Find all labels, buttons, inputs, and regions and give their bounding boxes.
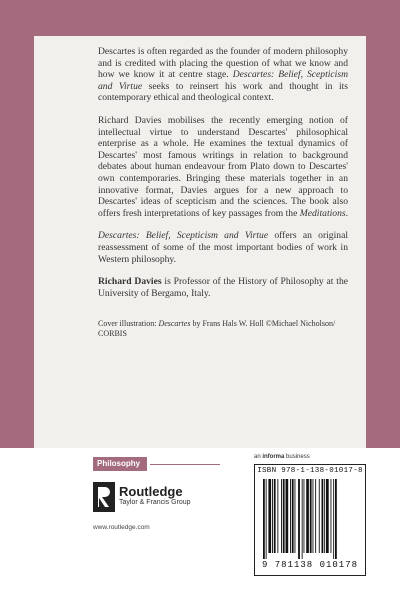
barcode-bar xyxy=(310,479,312,553)
barcode-bar xyxy=(326,479,329,553)
informa-brand: informa xyxy=(262,454,285,460)
paragraph-segment: Richard Davies mobilises the recently emerging notion of intellectual virtue to understand Descartes' philosophical enterprise as a whole. He examines the textual dynamics of Descartes' most famous writings in relation to background debates about human endeavour from Plato down to Descartes' own contemporaries. Bringing these materials together in an innovative format, Davies argues for a new approach to Descartes' ideas of scepticism and the sciences. The book also offers fresh interpretations of key passages from the xyxy=(98,114,348,219)
paragraph-segment: offers an original reassessment of some of the most important bodies of work in Western philosophy. xyxy=(98,230,348,265)
description-panel xyxy=(34,36,366,448)
barcode-number: 9 781138 010178 xyxy=(261,560,358,570)
barcode-bar xyxy=(313,479,314,553)
barcode-bar xyxy=(319,479,320,553)
paragraph-segment: Richard Davies xyxy=(98,276,162,288)
informa-suffix: business xyxy=(284,454,310,460)
barcode-bar xyxy=(290,479,291,553)
publisher-website[interactable]: www.routledge.com xyxy=(93,524,150,531)
paragraph-segment: Descartes is often regarded as the founder of modern philosophy and is credited with placing the question of what we know and how we know it at centre stage. xyxy=(98,46,348,81)
credit-suffix: by Frans Hals W. Holl ©Michael Nicholson/ CORBIS xyxy=(98,319,336,339)
barcode-bar xyxy=(272,479,273,553)
barcode-bar xyxy=(292,479,294,553)
barcode-bar xyxy=(283,479,285,553)
barcode-icon xyxy=(261,479,361,559)
barcode-bar xyxy=(302,479,303,559)
subject-tag: Philosophy xyxy=(93,457,147,471)
barcode-bar xyxy=(295,479,296,553)
description-paragraph xyxy=(98,115,348,219)
subject-tag-rule xyxy=(150,464,220,465)
barcode-box xyxy=(254,464,366,576)
description-text xyxy=(98,46,348,299)
paragraph-segment: Descartes: Belief, Scepticism and Virtue xyxy=(98,230,269,242)
isbn-label: ISBN 978-1-138-01017-8 xyxy=(257,467,363,475)
description-paragraph xyxy=(98,46,348,104)
credit-prefix: Cover illustration: xyxy=(98,319,159,329)
informa-line xyxy=(254,454,310,460)
barcode-bar xyxy=(263,479,265,559)
barcode-bar xyxy=(333,479,334,559)
top-border xyxy=(0,0,400,36)
publisher-name: Routledge xyxy=(119,484,183,499)
paragraph-segment: . xyxy=(345,207,349,219)
paragraph-segment: is Professor of the History of Philosophy at the University of Bergamo, Italy. xyxy=(98,276,348,299)
informa-prefix: an xyxy=(254,454,263,460)
barcode-bar xyxy=(315,479,316,553)
routledge-logo-icon xyxy=(93,482,115,512)
barcode-bar xyxy=(286,479,289,553)
credit-title: Descartes xyxy=(158,319,191,329)
description-paragraph xyxy=(98,230,348,265)
barcode-bar xyxy=(266,479,267,559)
barcode-bar xyxy=(304,479,305,553)
barcode-bar xyxy=(274,479,276,553)
paragraph-segment: seeks to reinsert his work and thought in its contemporary ethical and theological context. xyxy=(98,80,349,104)
paragraph-segment: Descartes: Belief, Scepticism and Virtue xyxy=(98,69,349,92)
barcode-bar xyxy=(281,479,282,553)
description-paragraph xyxy=(98,276,348,299)
barcode-bar xyxy=(335,479,337,559)
barcode-bar xyxy=(331,479,332,553)
barcode-bar xyxy=(324,479,325,553)
barcode-bar xyxy=(268,479,271,553)
barcode-bar xyxy=(322,479,324,553)
publisher-subtitle: Taylor & Francis Group xyxy=(119,499,191,506)
cover-credit xyxy=(98,319,348,339)
barcode-bar xyxy=(277,479,278,553)
paragraph-segment: Meditations xyxy=(299,207,346,219)
barcode-bar xyxy=(298,479,300,559)
barcode-bar xyxy=(306,479,309,553)
